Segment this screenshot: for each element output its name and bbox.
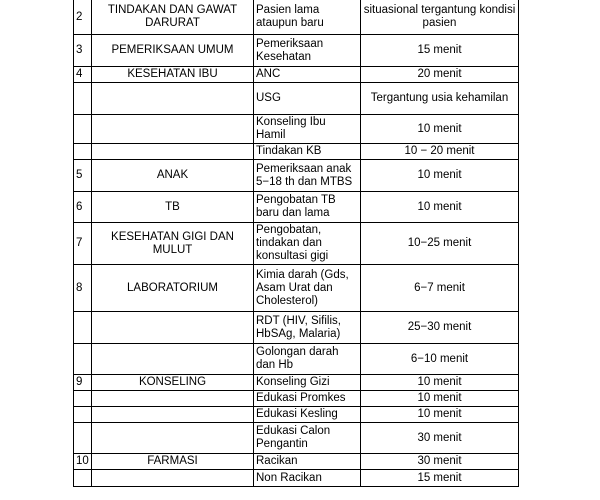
service-time: 10 − 20 menit (361, 144, 519, 160)
table-row (74, 160, 519, 192)
row-number: 9 (74, 375, 92, 391)
service-name: Tindakan KB (254, 144, 361, 160)
table-row (74, 423, 519, 454)
service-name: Pemeriksaan anak 5−18 th dan MTBS (254, 160, 361, 192)
row-number (74, 83, 92, 115)
service-name: Golongan darah dan Hb (254, 344, 361, 375)
unit-name: KESEHATAN GIGI DAN MULUT (92, 223, 254, 265)
table-row (74, 344, 519, 375)
unit-name: FARMASI (92, 454, 254, 470)
service-name: Konseling Gizi (254, 375, 361, 391)
service-time: 10 menit (361, 115, 519, 144)
service-name: Non Racikan (254, 470, 361, 487)
service-time: 10 menit (361, 375, 519, 391)
table-row (74, 35, 519, 67)
row-number: 8 (74, 265, 92, 312)
table-row (74, 265, 519, 312)
table-row (74, 192, 519, 223)
service-name: ANC (254, 67, 361, 83)
service-time: 6−7 menit (361, 265, 519, 312)
service-time: 10 menit (361, 160, 519, 192)
unit-name (92, 312, 254, 344)
service-time: 10 menit (361, 391, 519, 407)
service-time: 6−10 menit (361, 344, 519, 375)
service-time: 30 menit (361, 423, 519, 454)
table-row (74, 454, 519, 470)
unit-name: KESEHATAN IBU (92, 67, 254, 83)
unit-name: ANAK (92, 160, 254, 192)
service-name: USG (254, 83, 361, 115)
unit-name (92, 391, 254, 407)
table-row (74, 375, 519, 391)
row-number (74, 144, 92, 160)
row-number: 2 (74, 0, 92, 35)
table-row (74, 83, 519, 115)
unit-name: PEMERIKSAAN UMUM (92, 35, 254, 67)
row-number: 10 (74, 454, 92, 470)
row-number (74, 407, 92, 423)
table-body (74, 0, 519, 487)
row-number (74, 470, 92, 487)
table-row (74, 0, 519, 35)
row-number: 7 (74, 223, 92, 265)
unit-name: TINDAKAN DAN GAWAT DARURAT (92, 0, 254, 35)
service-name: Edukasi Promkes (254, 391, 361, 407)
service-time: 10−25 menit (361, 223, 519, 265)
service-time: 20 menit (361, 67, 519, 83)
unit-name (92, 470, 254, 487)
row-number (74, 423, 92, 454)
unit-name: TB (92, 192, 254, 223)
row-number (74, 115, 92, 144)
service-time: situasional tergantung kondisi pasien (361, 0, 519, 35)
table-row (74, 223, 519, 265)
service-time: 10 menit (361, 192, 519, 223)
service-name: Konseling Ibu Hamil (254, 115, 361, 144)
service-time: 25−30 menit (361, 312, 519, 344)
service-name: RDT (HIV, Sifilis, HbSAg, Malaria) (254, 312, 361, 344)
row-number: 4 (74, 67, 92, 83)
service-name: Pemeriksaan Kesehatan (254, 35, 361, 67)
service-name: Pengobatan TB baru dan lama (254, 192, 361, 223)
service-name: Edukasi Kesling (254, 407, 361, 423)
service-name: Kimia darah (Gds, Asam Urat dan Cholesterol) (254, 265, 361, 312)
unit-name (92, 344, 254, 375)
table-row (74, 312, 519, 344)
service-name: Edukasi Calon Pengantin (254, 423, 361, 454)
table-row (74, 407, 519, 423)
service-time: 15 menit (361, 470, 519, 487)
row-number: 5 (74, 160, 92, 192)
unit-name: KONSELING (92, 375, 254, 391)
service-name: Pasien lama ataupun baru (254, 0, 361, 35)
service-time-table (73, 0, 519, 487)
unit-name: LABORATORIUM (92, 265, 254, 312)
service-time: 30 menit (361, 454, 519, 470)
service-time: 10 menit (361, 407, 519, 423)
service-name: Pengobatan, tindakan dan konsultasi gigi (254, 223, 361, 265)
unit-name (92, 407, 254, 423)
table-row (74, 391, 519, 407)
row-number (74, 344, 92, 375)
unit-name (92, 115, 254, 144)
table-row (74, 144, 519, 160)
unit-name (92, 83, 254, 115)
table-row (74, 115, 519, 144)
row-number (74, 391, 92, 407)
service-time: Tergantung usia kehamilan (361, 83, 519, 115)
row-number (74, 312, 92, 344)
service-time: 15 menit (361, 35, 519, 67)
service-name: Racikan (254, 454, 361, 470)
table-row (74, 470, 519, 487)
row-number: 6 (74, 192, 92, 223)
table-row (74, 67, 519, 83)
unit-name (92, 144, 254, 160)
unit-name (92, 423, 254, 454)
row-number: 3 (74, 35, 92, 67)
